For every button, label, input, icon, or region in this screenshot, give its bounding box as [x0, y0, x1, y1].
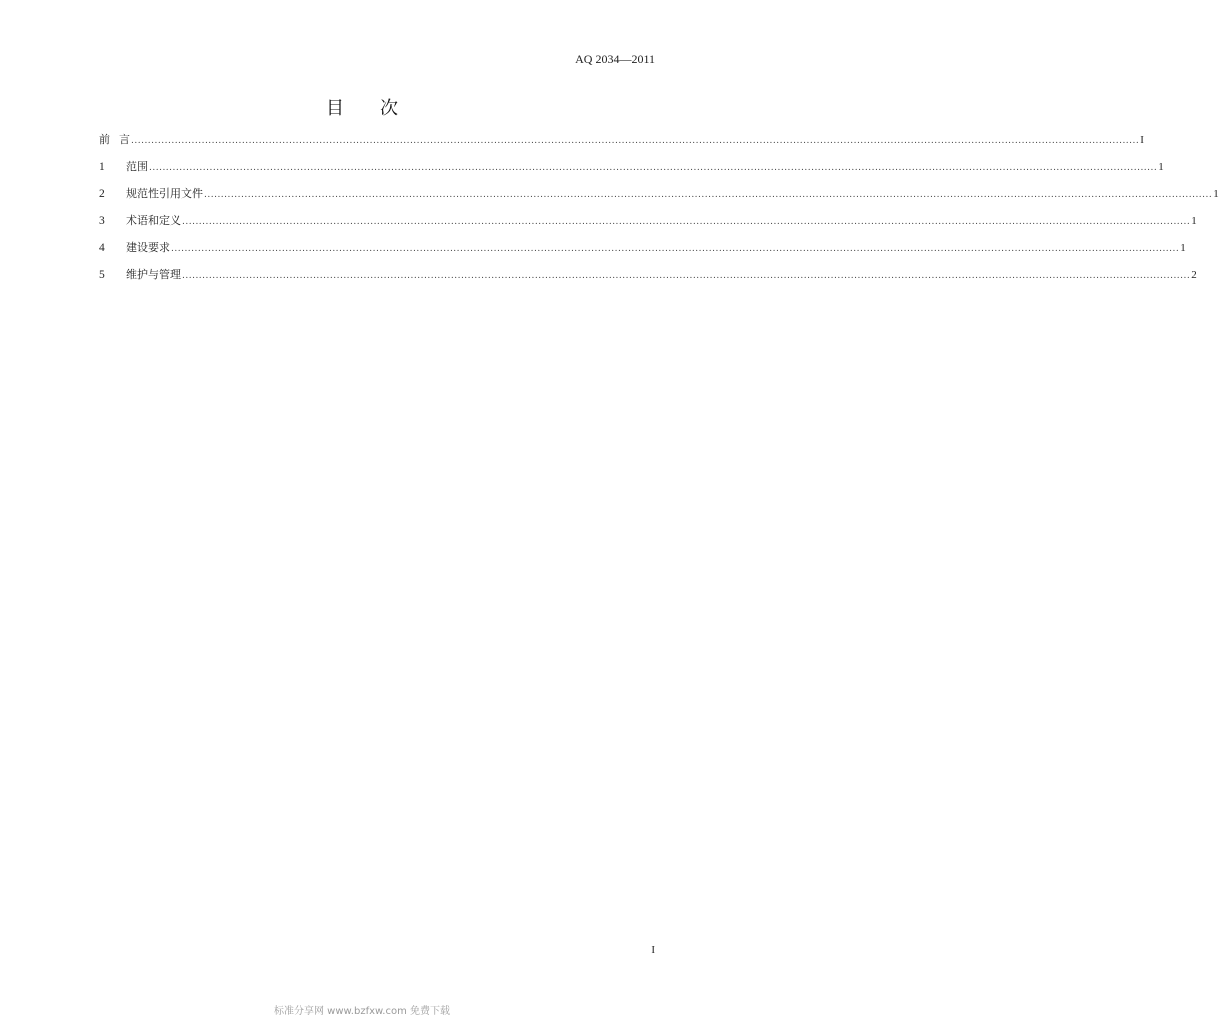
toc-entry-page: 2: [1191, 269, 1197, 281]
table-of-contents: [99, 131, 1219, 293]
toc-entry-page: 1: [1213, 188, 1219, 200]
toc-entry-terms-definitions[interactable]: [99, 212, 1197, 239]
toc-leader-dots: ............................................................................................................................................................................................................................................................................................................: [182, 217, 1191, 227]
toc-entry-page: I: [1140, 134, 1144, 146]
toc-entry-foreword[interactable]: [99, 131, 1144, 158]
watermark-text: 标准分享网 www.bzfxw.com 免费下载: [274, 1006, 450, 1017]
toc-title: [0, 94, 724, 120]
toc-entry-normative-references[interactable]: [99, 185, 1219, 212]
page-number: I: [651, 944, 655, 956]
toc-entry-page: 1: [1191, 215, 1197, 227]
toc-entry-page: 1: [1180, 242, 1186, 254]
toc-entry-label: 范围: [126, 160, 148, 173]
toc-entry-scope[interactable]: [99, 158, 1164, 185]
toc-entry-label: 维护与管理: [126, 268, 181, 281]
toc-entry-number: 3: [99, 215, 105, 227]
toc-entry-maintenance-management[interactable]: [99, 266, 1197, 293]
toc-entry-number: 4: [99, 242, 105, 254]
toc-entry-number: 5: [99, 269, 105, 281]
toc-title-left: 目: [326, 98, 344, 119]
toc-title-right: 次: [380, 98, 398, 119]
toc-entry-number: 1: [99, 161, 105, 173]
toc-entry-number: 前: [99, 133, 110, 146]
toc-entry-construction-requirements[interactable]: [99, 239, 1186, 266]
toc-leader-dots: ............................................................................................................................................................................................................................................................................................................: [182, 271, 1191, 281]
document-code: AQ 2034—2011: [575, 52, 655, 66]
toc-entry-label: 言: [119, 133, 130, 146]
toc-leader-dots: ............................................................................................................................................................................................................................................................................................................: [204, 190, 1213, 200]
toc-leader-dots: ............................................................................................................................................................................................................................................................................................................: [131, 136, 1140, 146]
toc-leader-dots: ............................................................................................................................................................................................................................................................................................................: [149, 163, 1158, 173]
toc-entry-label: 规范性引用文件: [126, 187, 203, 200]
toc-entry-page: 1: [1158, 161, 1164, 173]
toc-entry-number: 2: [99, 188, 105, 200]
toc-entry-label: 术语和定义: [126, 214, 181, 227]
toc-entry-label: 建设要求: [126, 241, 170, 254]
toc-leader-dots: ............................................................................................................................................................................................................................................................................................................: [171, 244, 1180, 254]
